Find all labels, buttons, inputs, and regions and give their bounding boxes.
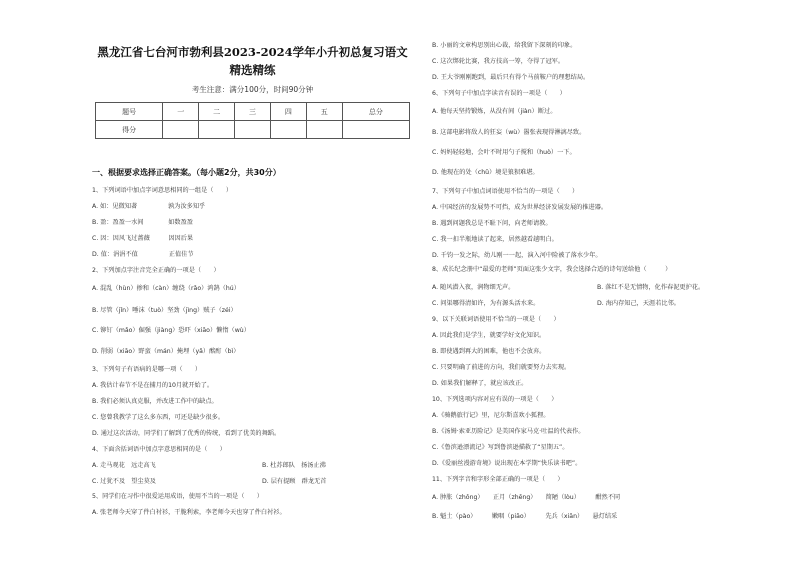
score-input-cell[interactable] [342,121,409,139]
score-table [95,102,410,139]
option-line: D. 他现在的处（chǔ）境是狼狈难堪。 [432,169,539,176]
option-line: B. 尽管（jǐn）唾沫（tuò）坚劲（jìng）贼子（zéi） [92,307,237,314]
score-input-cell[interactable] [306,121,342,139]
option-line: A. 走马观花 远走高飞 [92,462,156,469]
score-input-cell[interactable] [199,121,235,139]
option-line: A. 中国经济的发展势不可挡，成为世界经济发展发展的推进器。 [432,204,608,211]
option-line: B.《汤姆·索亚历险记》是美国作家马克·吐温的代表作。 [432,428,585,435]
exam-note: 考生注意：满分100分，时间90分钟 [191,85,314,94]
question-line: 3、下列句子有语病的是哪一项（ ） [92,366,202,373]
option-line: B. 落红不是无情物，化作春泥更护花。 [597,284,705,291]
doc-title-line2: 精选精练 [229,63,276,77]
score-cell: 总分 [342,103,409,121]
doc-title-line1: 黑龙江省七台河市勃利县2023-2024学年小升初总复习语文 [97,45,408,59]
option-line: B. 魁土（pào） 嫩咽（piāo） 先兵（xiān） 悬灯结采 [432,513,618,520]
option-line: B. 小丽的文章构思别出心裁，给我留下深刻的印象。 [432,42,577,49]
option-line: C.《鲁滨逊漂流记》写到鲁滨逊描救了“星期五”。 [432,444,569,451]
score-input-cell[interactable] [235,121,271,139]
option-line: A. 我估计春节不是在捕月的10月就开始了。 [92,382,214,389]
question-line: 6、下列句子中加点字读音有误的一项是（ ） [432,90,566,97]
score-cell: 一 [163,103,199,121]
option-line: C. 我一扣半瓶地读了起来，居然越看越明白。 [432,236,558,243]
score-cell: 三 [235,103,271,121]
score-cell: 四 [270,103,306,121]
option-line: D. 王大爷刚刚跑到，最后只有得个马前鞍户的理想结局。 [432,74,590,81]
question-line: 4、下面含括词语中加点字意思相同的是（ ） [92,446,226,453]
option-line: D. 如果我们解释了，就应该改正。 [432,380,528,387]
option-line: C. 这次绑轮比赛，我方技高一筹，夺得了冠军。 [432,58,565,65]
score-cell: 二 [199,103,235,121]
question-line: 2、下列加点字注音完全正确的一项是（ ） [92,267,220,274]
option-line: D. 海内存知己，天涯若比邻。 [597,300,680,307]
option-line: A. 混乱（hùn）掺和（càn）缠绕（rǎo）鸿鹄（hú） [92,285,240,292]
option-line: B. 即使遇到再大的困难，他也不会放弃。 [432,348,546,355]
question-line: 5、同学们在习作中很爱运用成语，使用不当的一项是（ ） [92,493,263,500]
option-line: A. 如：见微知著 孰为汝多知乎 [92,203,206,210]
question-line: 7、下列句子中加点词语使用不恰当的一项是（ ） [432,188,579,195]
option-line: D. 千钧一发之际，幼儿刚一一起，演入河中险被了落水少年。 [432,252,602,259]
option-line: B. 遇到问题我总是不耻下问，向老师请教。 [432,220,552,227]
option-line: A. 他每天坚持锻炼，从没有间（jiàn）断过。 [432,108,557,115]
option-line: D. 值：涓涓不值 正值佳节 [92,251,194,258]
option-line: D. 层有提顾 群龙无首 [262,478,327,485]
question-line: 10、下列选项内容对应有误的一项是（ ） [432,396,558,403]
question-line: 1、下列词语中加点字词意思相同的一组是（ ） [92,187,233,194]
option-line: C. 因：因风飞过蔷薇 因因后果 [92,235,194,242]
option-line: A. 随风潜入夜，润物细无声。 [432,284,515,291]
score-input-cell[interactable] [163,121,199,139]
question-line: 9、以下关联词语使用不恰当的一项是（ ） [432,316,560,323]
option-line: D. 削弱（xiāo）野蛮（mán）掩埋（yǎ）酩酊（bì） [92,348,240,355]
option-line: D.《爱丽丝漫游奇境》说出现在本学期“快乐读书吧”。 [432,460,582,467]
option-line: C. 妈妈轻轻地，会叶不时用勺子搅和（huò）一下。 [432,149,576,156]
option-line: C. 只要明确了前进的方向，我们就要努力去实现。 [432,364,571,371]
option-line: A. 肿胀（zhǒng） 正月（zhēng） 简陋（lòu） 酣然不同 [432,494,621,501]
option-line: A. 因此我们是学生，就要学好文化知识。 [432,332,546,339]
option-line: C. 铆钉（mǎo）倔强（jiàng）恐吓（xiāo）懒惰（wù） [92,327,250,334]
question-line: 8、成长纪念册中“最爱的老师”页面这张少文字，我会选择合适的诗句送给他（ ） [432,266,672,273]
score-header-row [96,103,410,121]
score-cell: 题号 [96,103,163,121]
option-line: A. 张老师今天穿了件白衬衫，干脆利索，李老师今天也穿了件白衬衫。 [92,509,286,516]
option-line: A.《骑鹅旅行记》里，尼尔斯喜欢小狐狸。 [432,412,550,419]
option-line: C. 您曾我教学了这么多东西，可还是缺少很多。 [92,414,225,421]
score-cell: 五 [306,103,342,121]
score-input-cell[interactable] [270,121,306,139]
option-line: B. 我们必须认真克服，并改进工作中的缺点。 [92,398,218,405]
question-line: 11、下列字音和字形全部正确的一项是（ ） [432,476,564,483]
score-value-row [96,121,410,139]
option-line: C. 问渠哪得清如许，为有源头活水来。 [432,300,540,307]
option-line: B. 盈：盈盈一水间 如数盈盈 [92,219,193,226]
option-line: C. 过犹不及 望尘莫及 [92,478,156,485]
section-heading: 一、根据要求选择正确答案。（每小题2分，共30分） [92,168,281,177]
score-cell: 得分 [96,121,163,139]
option-line: D. 通过这次活动，同学们了解到了优秀的传统，看到了优美的舞蹈。 [92,430,281,437]
option-line: B. 这部电影将敌人的狂妄（wù）嚣张表现得淋漓尽致。 [432,129,586,136]
option-line: B. 杜苏郎队 扬汤止沸 [262,462,326,469]
